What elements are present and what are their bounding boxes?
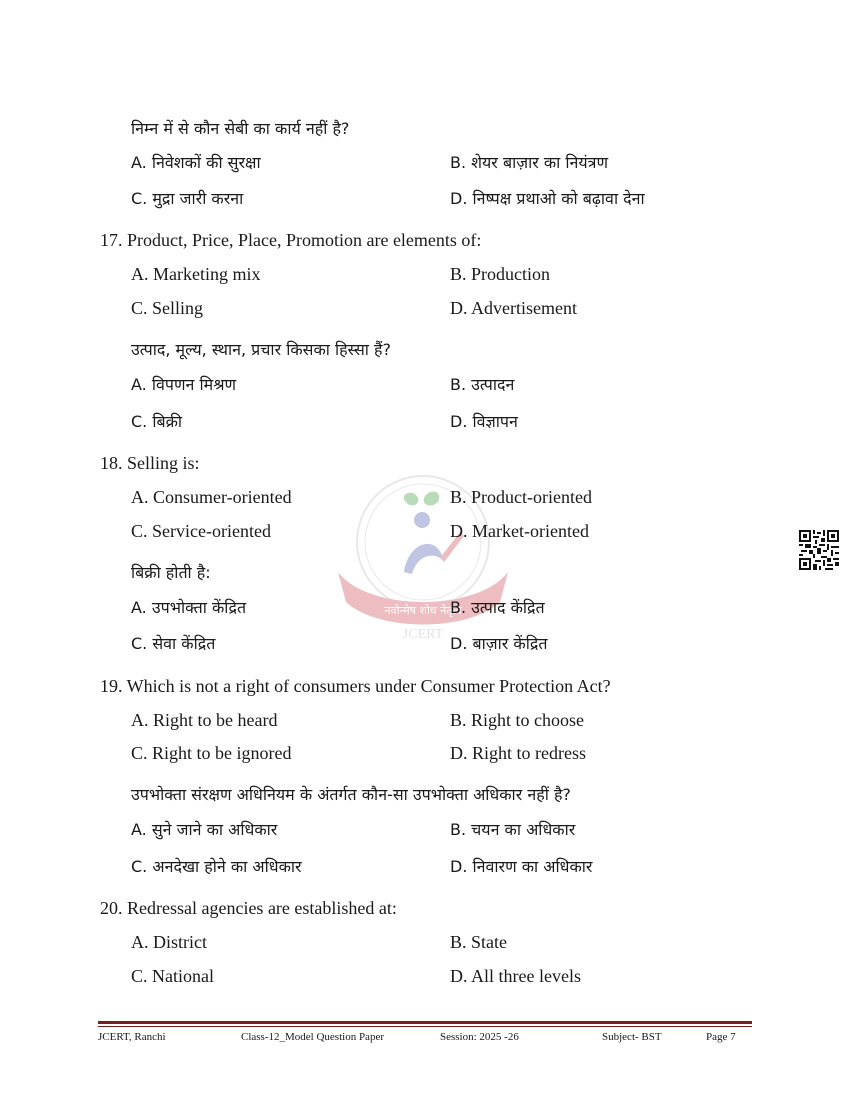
- q17-hindi-question: उत्पाद, मूल्य, स्थान, प्रचार किसका हिस्सा हैं?: [131, 340, 392, 359]
- footer-page-number: Page 7: [706, 1031, 736, 1043]
- q17-option-d: D. Advertisement: [450, 298, 577, 318]
- q20-question: 20. Redressal agencies are established at:: [100, 898, 397, 918]
- q19-hindi-question: उपभोक्ता संरक्षण अधिनियम के अंतर्गत कौन-सा उपभोक्ता अधिकार नहीं है?: [131, 785, 571, 804]
- q18-hindi-option-d: D. बाज़ार केंद्रित: [450, 634, 548, 653]
- q18-hindi-option-b: B. उत्पाद केंद्रित: [450, 598, 545, 617]
- q19-option-d: D. Right to redress: [450, 743, 586, 763]
- q19-hindi-option-d: D. निवारण का अधिकार: [450, 857, 593, 876]
- q17-hindi-option-c: C. बिक्री: [131, 412, 183, 431]
- footer-paper: Class-12_Model Question Paper: [241, 1031, 384, 1043]
- q18-hindi-option-c: C. सेवा केंद्रित: [131, 634, 216, 653]
- q19-hindi-option-b: B. चयन का अधिकार: [450, 820, 576, 839]
- watermark-abbr: JCERT: [402, 627, 444, 642]
- q18-option-c: C. Service-oriented: [131, 521, 271, 541]
- q19-question: 19. Which is not a right of consumers under Consumer Protection Act?: [100, 676, 611, 696]
- q18-hindi-question: बिक्री होती है:: [131, 563, 211, 582]
- q16-hindi-question: निम्न में से कौन सेबी का कार्य नहीं है?: [131, 119, 350, 138]
- q17-option-c: C. Selling: [131, 298, 204, 318]
- q17-hindi-option-d: D. विज्ञापन: [450, 412, 518, 431]
- q18-option-d: D. Market-oriented: [450, 521, 589, 541]
- q19-hindi-option-c: C. अनदेखा होने का अधिकार: [131, 857, 302, 876]
- footer-subject: Subject- BST: [602, 1031, 662, 1043]
- q20-option-b: B. State: [450, 932, 507, 952]
- footer-org: JCERT, Ranchi: [98, 1031, 166, 1043]
- q19-option-c: C. Right to be ignored: [131, 743, 292, 763]
- q20-option-d: D. All three levels: [450, 966, 581, 986]
- q18-option-b: B. Product-oriented: [450, 487, 592, 507]
- q19-option-b: B. Right to choose: [450, 710, 584, 730]
- q20-option-c: C. National: [131, 966, 214, 986]
- footer-rule-thick: [98, 1021, 752, 1024]
- q17-question: 17. Product, Price, Place, Promotion are elements of:: [100, 230, 482, 250]
- q18-option-a: A. Consumer-oriented: [131, 487, 292, 507]
- q18-question: 18. Selling is:: [100, 453, 200, 473]
- qr-code-icon[interactable]: [799, 530, 839, 570]
- q17-option-b: B. Production: [450, 264, 551, 284]
- q17-hindi-option-a: A. विपणन मिश्रण: [131, 375, 237, 394]
- q16-hindi-option-d: D. निष्पक्ष प्रथाओ को बढ़ावा देना: [450, 189, 645, 208]
- q17-option-a: A. Marketing mix: [131, 264, 261, 284]
- footer-rule-thin: [98, 1026, 752, 1027]
- watermark-motto: नवोन्मेष शोध नेतृत्व: [384, 604, 462, 617]
- q19-hindi-option-a: A. सुने जाने का अधिकार: [131, 820, 278, 839]
- q16-hindi-option-a: A. निवेशकों की सुरक्षा: [131, 153, 261, 172]
- q16-hindi-option-b: B. शेयर बाज़ार का नियंत्रण: [450, 153, 609, 172]
- q18-hindi-option-a: A. उपभोक्ता केंद्रित: [131, 598, 247, 617]
- q20-option-a: A. District: [131, 932, 207, 952]
- q16-hindi-option-c: C. मुद्रा जारी करना: [131, 189, 244, 208]
- q17-hindi-option-b: B. उत्पादन: [450, 375, 515, 394]
- footer-session: Session: 2025 -26: [440, 1031, 519, 1043]
- q19-option-a: A. Right to be heard: [131, 710, 278, 730]
